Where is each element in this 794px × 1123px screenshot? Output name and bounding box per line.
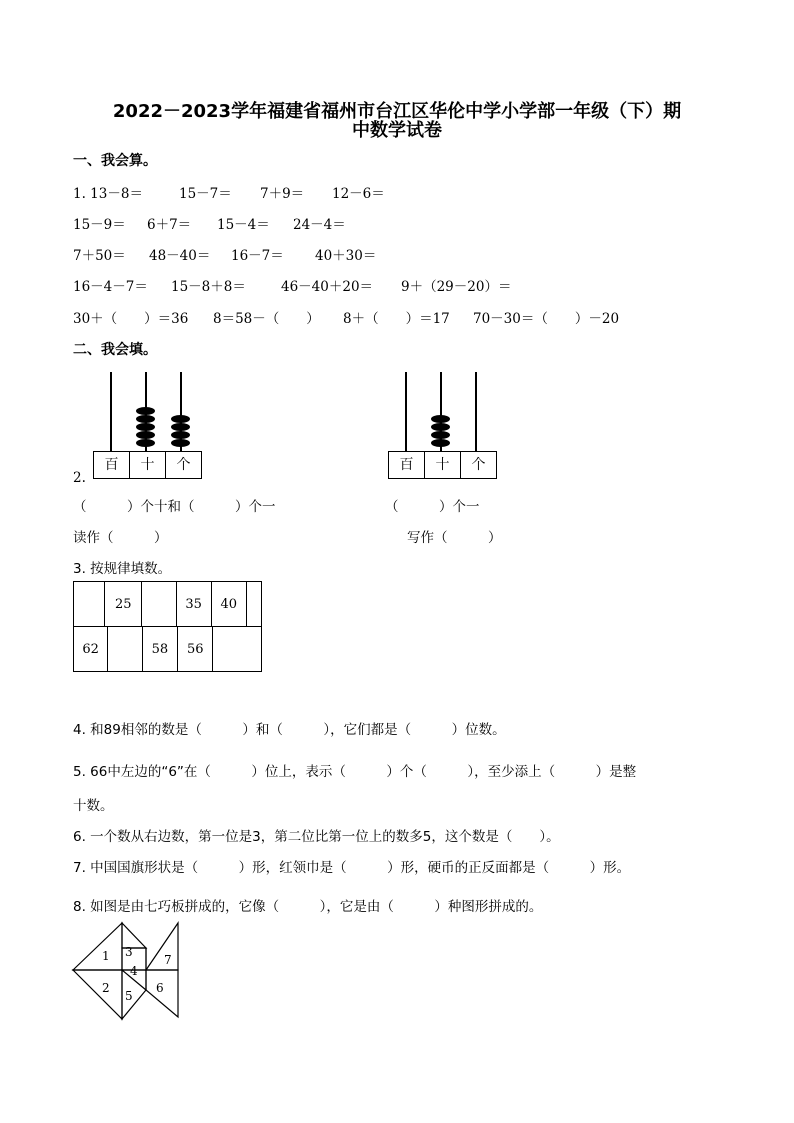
place-label-ones: 个 [471,457,486,473]
sequence-cell[interactable] [108,627,142,672]
abacus-bead [136,423,155,431]
q5-text-line2: 十数。 [73,798,114,814]
section1-heading: 一、我会算。 [73,153,157,169]
sequence-cell: 40 [211,582,246,627]
calc-row-5 [73,307,645,327]
page-title-line1: 2022－2023学年福建省福州市台江区华伦中学小学部一年级（下）期 [112,101,682,122]
q2-left-fill: （ ）个十和（ ）个一 [73,499,276,515]
calc-item: 15－4＝ [217,217,270,233]
abacus-bead [171,439,190,447]
tangram-piece-1 [73,923,122,970]
sequence-cell: 25 [105,582,142,627]
calc-item: 1. 13－8＝ [73,186,143,202]
abacus-rod [110,372,112,452]
abacus-bead [431,415,450,423]
place-value-box [388,451,497,479]
section2-heading: 二、我会填。 [73,342,157,358]
sequence-cell: 35 [176,582,211,627]
calc-item: 70－30＝（ ）－20 [473,311,620,327]
abacus-bead [431,423,450,431]
calc-item: 40＋30＝ [315,248,377,264]
tangram-number: 1 [102,949,110,963]
tangram-number: 4 [130,964,138,978]
tangram-piece-2 [73,970,122,1019]
q2-number: 2. [73,470,86,486]
calc-item: 30＋（ ）＝36 [73,311,189,327]
calc-item: 48－40＝ [149,248,211,264]
abacus-bead [171,415,190,423]
tangram-piece-7 [146,923,178,970]
page-title-line2: 中数学试卷 [352,120,442,141]
calc-row-1 [73,182,411,202]
tangram-number: 3 [125,945,133,959]
calc-item: 9＋（29－20）＝ [401,279,512,295]
tangram-number: 2 [102,981,110,995]
q7-text: 7. 中国国旗形状是（ ）形，红领巾是（ ）形，硬币的正反面都是（ ）形。 [73,860,631,876]
tangram-number: 6 [156,981,164,995]
abacus-rod [475,372,477,452]
sequence-row [74,627,262,672]
place-label-tens: 十 [130,452,166,478]
q2-left-read: 读作（ ） [73,530,168,546]
q5-text-line1: 5. 66中左边的“6”在（ ）位上，表示（ ）个（ ），至少添上（ ）是整 [73,764,637,780]
calc-item: 6＋7＝ [147,217,192,233]
calc-item: 8＋（ ）＝17 [343,311,450,327]
calc-row-3 [73,244,402,264]
calc-item: 46－40＋20＝ [281,279,374,295]
place-label-hundreds: 百 [94,452,130,478]
abacus-bead [171,431,190,439]
q6-text: 6. 一个数从右边数，第一位是3，第二位比第一位上的数多5，这个数是（ ）。 [73,829,560,845]
calc-item: 16－7＝ [231,248,284,264]
abacus-bead [136,439,155,447]
calc-item: 24－4＝ [293,217,346,233]
place-label-tens: 十 [425,452,461,478]
abacus-bead [136,431,155,439]
abacus-bead [431,431,450,439]
abacus-bead [431,439,450,447]
sequence-cell[interactable] [213,627,262,672]
calc-item: 7＋9＝ [260,186,305,202]
calc-row-4 [73,275,537,295]
sequence-cell: 58 [142,627,177,672]
abacus-right [388,372,498,482]
q3-label: 3. 按规律填数。 [73,561,172,577]
calc-row-2 [73,213,372,233]
q2-right-write: 写作（ ） [407,530,502,546]
sequence-table [73,581,262,672]
place-label-hundreds: 百 [389,452,425,478]
abacus-bead [171,423,190,431]
calc-item: 8＝58－（ ） [213,311,320,327]
abacus-bead [136,407,155,415]
tangram-number: 7 [164,953,172,967]
sequence-cell[interactable] [246,582,261,627]
tangram-number: 5 [125,989,133,1003]
sequence-cell: 62 [74,627,108,672]
abacus-bead [136,415,155,423]
calc-item: 12－6＝ [332,186,385,202]
calc-item: 15－8＋8＝ [171,279,246,295]
tangram-fish-figure [70,920,182,1024]
place-label-ones: 个 [176,457,191,473]
calc-item: 15－7＝ [179,186,232,202]
q2-right-fill: （ ）个一 [385,499,480,515]
q8-text: 8. 如图是由七巧板拼成的，它像（ ），它是由（ ）种图形拼成的。 [73,899,543,915]
place-value-box [93,451,202,479]
sequence-row [74,582,262,627]
calc-item: 7＋50＝ [73,248,126,264]
q4-text: 4. 和89相邻的数是（ ）和（ ），它们都是（ ）位数。 [73,722,506,738]
calc-item: 15－9＝ [73,217,126,233]
sequence-cell: 56 [178,627,213,672]
sequence-cell[interactable] [142,582,176,627]
sequence-cell[interactable] [74,582,105,627]
calc-item: 16－4－7＝ [73,279,148,295]
abacus-left [93,372,203,482]
abacus-rod [405,372,407,452]
